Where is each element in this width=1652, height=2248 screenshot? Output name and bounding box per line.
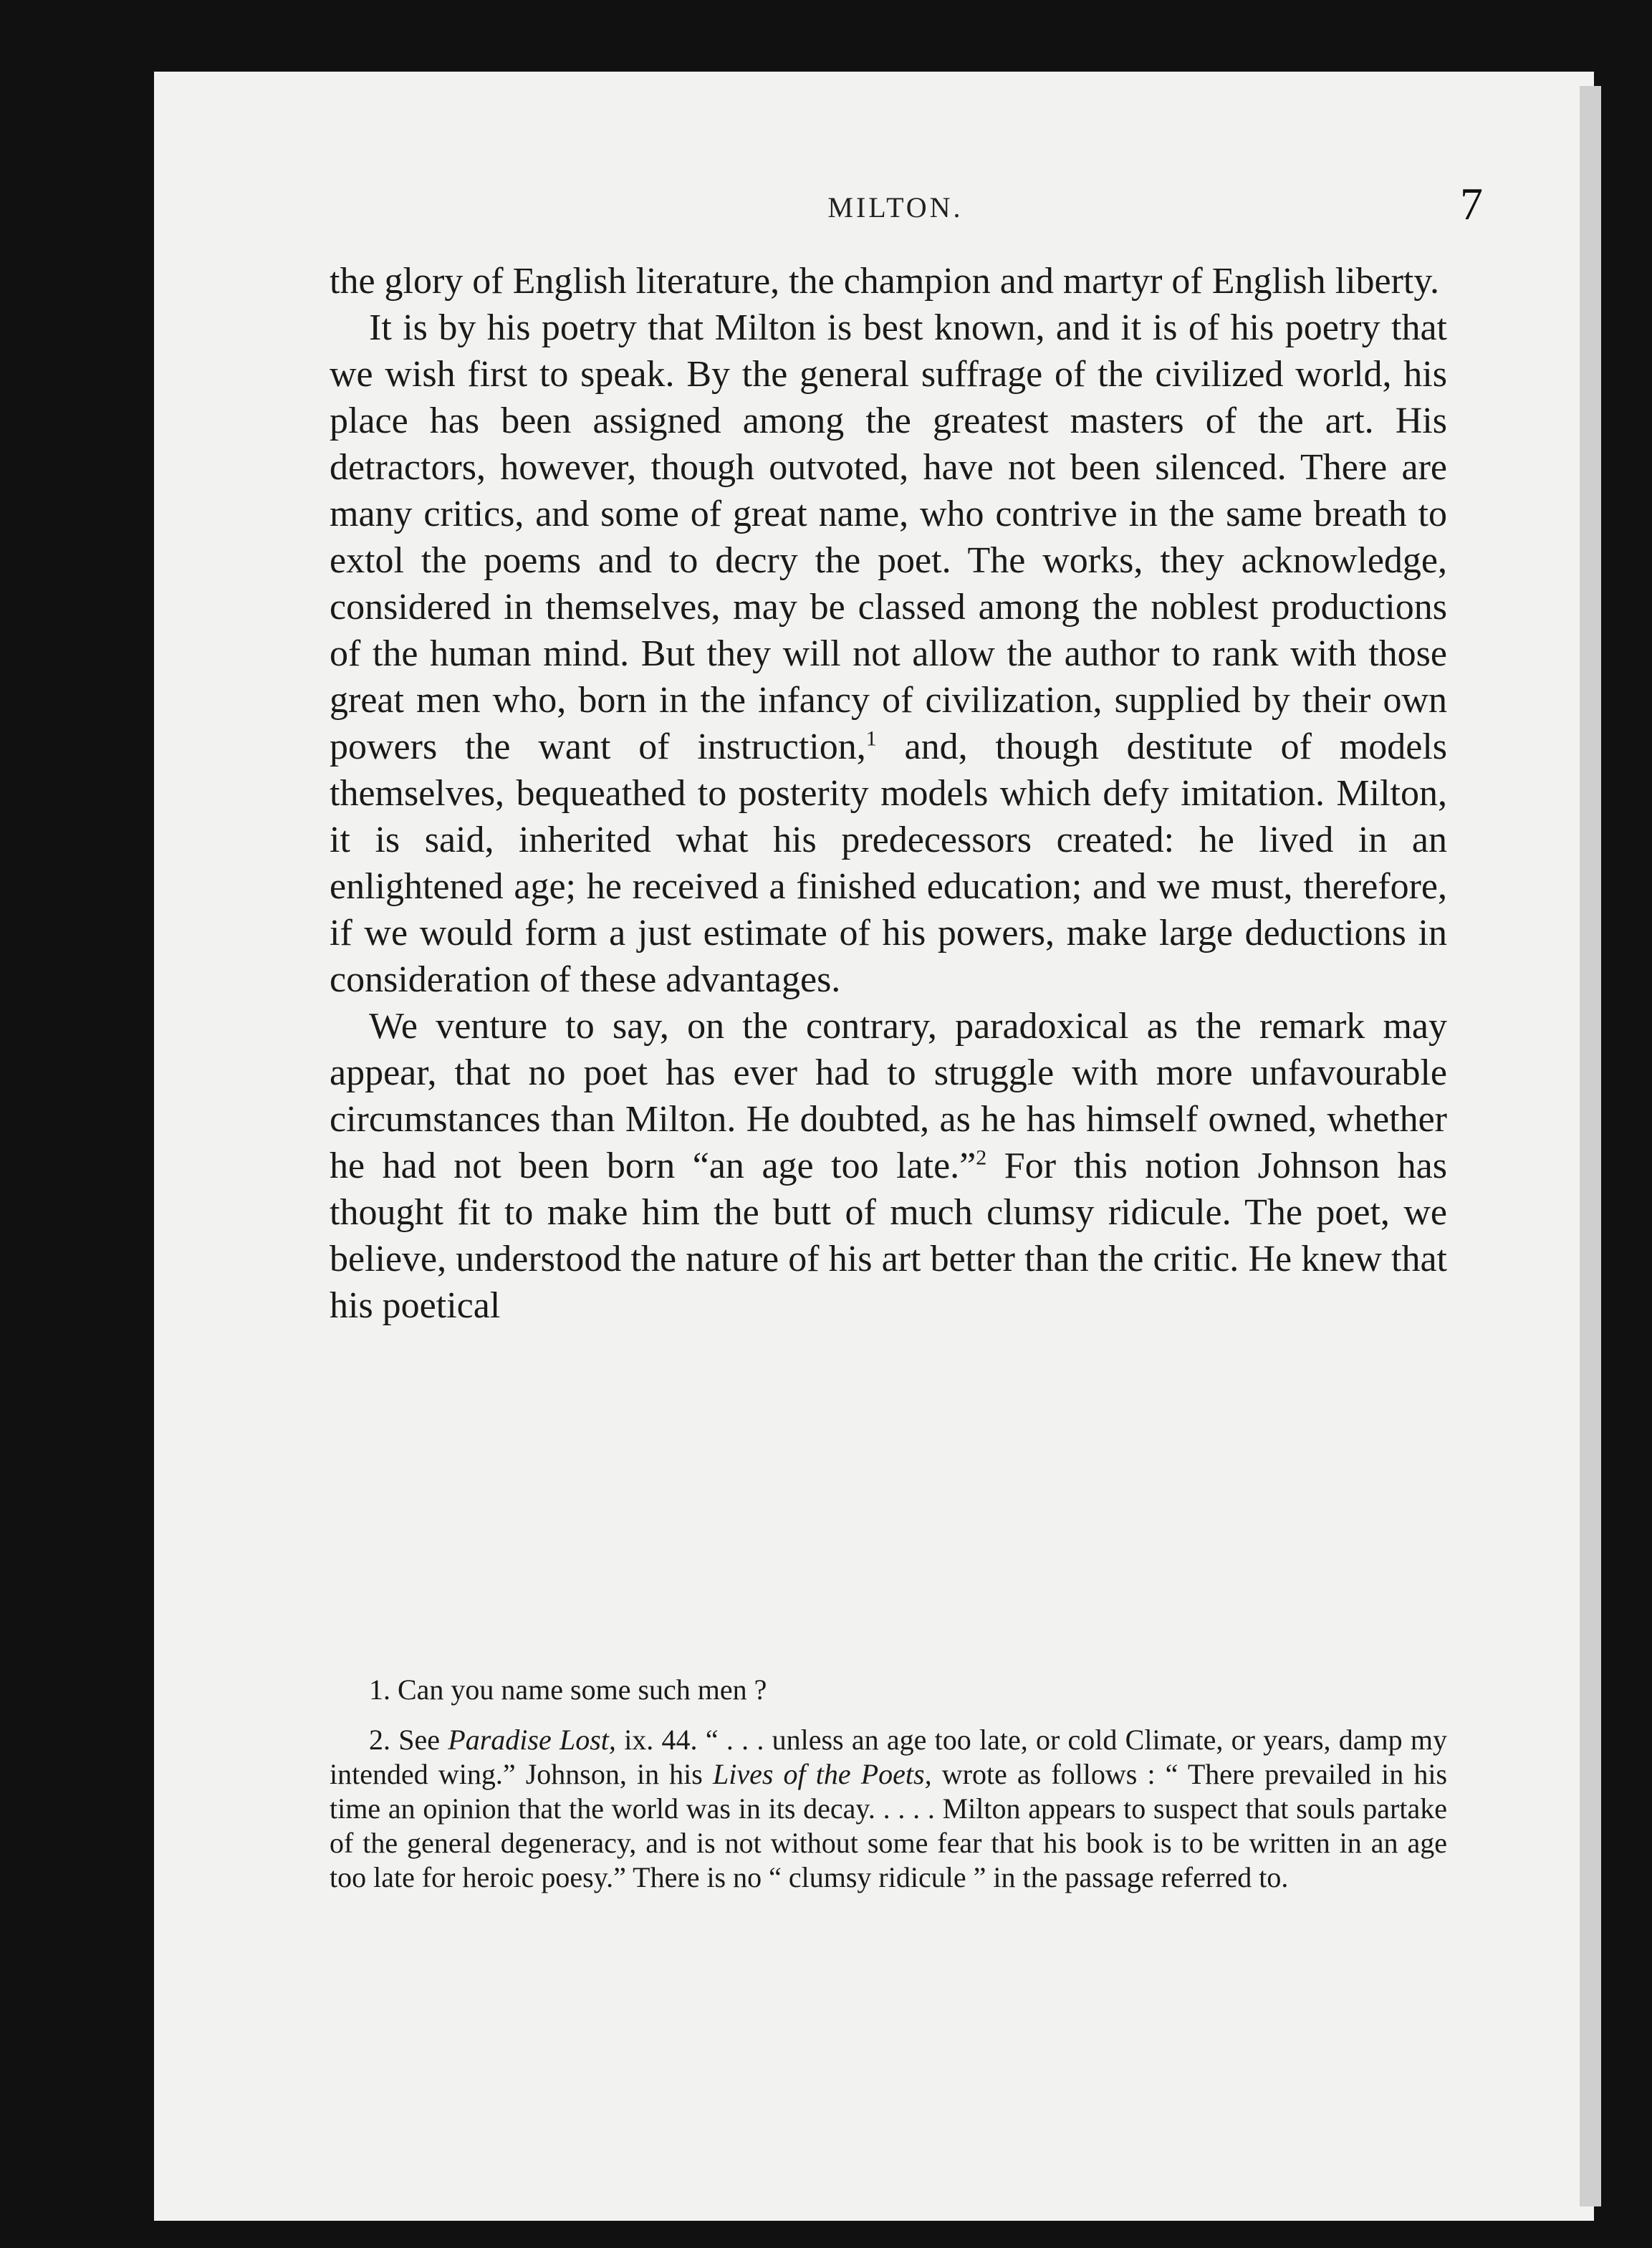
paragraph-continuation: the glory of English literature, the champion and martyr of English liberty.	[330, 261, 1440, 302]
running-title: MILTON.	[827, 191, 964, 224]
body-text	[330, 258, 1447, 1329]
footnote-ref-2: 2	[976, 1145, 987, 1170]
footnote-text: wrote as follows : “ There prevailed in his time an opinion that the world was in its decay. . . . . Milton appears to suspect that souls partake of the general degeneracy, and is not without some fear that his book is to be written in an age too late for heroic poesy.” There is no “ clumsy ridicule ” in the passage referred to.	[330, 1758, 1448, 1893]
work-title: Lives of the Poets,	[712, 1758, 932, 1790]
footnote-text: Can you name some such men ?	[398, 1673, 767, 1706]
page-header	[330, 178, 1483, 235]
paragraph-text: and, though destitute of models themselves, bequeathed to posterity models which defy imitation. Milton, it is said, inherited what his predecessors created: he lived in an enlightened age; he received a finished education; and we must, therefore, if we would form a just estimate of his powers, make large deductions in consideration of these advantages.	[330, 726, 1448, 1000]
paragraph-poetry	[330, 304, 1447, 1003]
footnote-number: 1.	[369, 1673, 390, 1706]
work-title: Paradise Lost,	[448, 1724, 616, 1756]
paragraph-text: For this notion Johnson has thought fit to make him the butt of much clumsy ridicule. The poet, we believe, understood the nature of his art better than the critic. He knew that his poetical	[330, 1145, 1447, 1326]
footnote-ref-1: 1	[865, 726, 877, 751]
page-number: 7	[1460, 178, 1483, 229]
footnote-text: ix. 44. “ . . . unless an age too late, or cold Climate, or years, damp my intended wing.” Johnson, in his	[330, 1724, 1448, 1790]
footnote-number: 2.	[369, 1724, 390, 1756]
page-edge	[1580, 86, 1601, 2206]
margin-mark	[129, 186, 139, 212]
footnote-see: See	[398, 1724, 441, 1756]
paragraph-venture	[330, 1003, 1447, 1329]
footnotes	[330, 1673, 1447, 1911]
footnote-1	[330, 1673, 1447, 1707]
paragraph-text: It is by his poetry that Milton is best known, and it is of his poetry that we wish first to speak. By the general suffrage of the civilized world, his place has been assigned among the greatest masters of the art. His detractors, however, though outvoted, have not been silenced. There are many critics, and some of great name, who contrive in the same breath to extol the poems and to decry the poet. The works, they acknowledge, considered in themselves, may be classed among the noblest productions of the human mind. But they will not allow the author to rank with those great men who, born in the infancy of civilization, supplied by their own powers the want of instruction,	[330, 307, 1447, 767]
footnote-2	[330, 1723, 1447, 1895]
paragraph-text: We venture to say, on the contrary, paradoxical as the remark may appear, that no poet has ever had to struggle with more unfavourable circumstances than Milton. He doubted, as he has himself owned, whether he had not been born “an age too late.”	[330, 1006, 1447, 1186]
